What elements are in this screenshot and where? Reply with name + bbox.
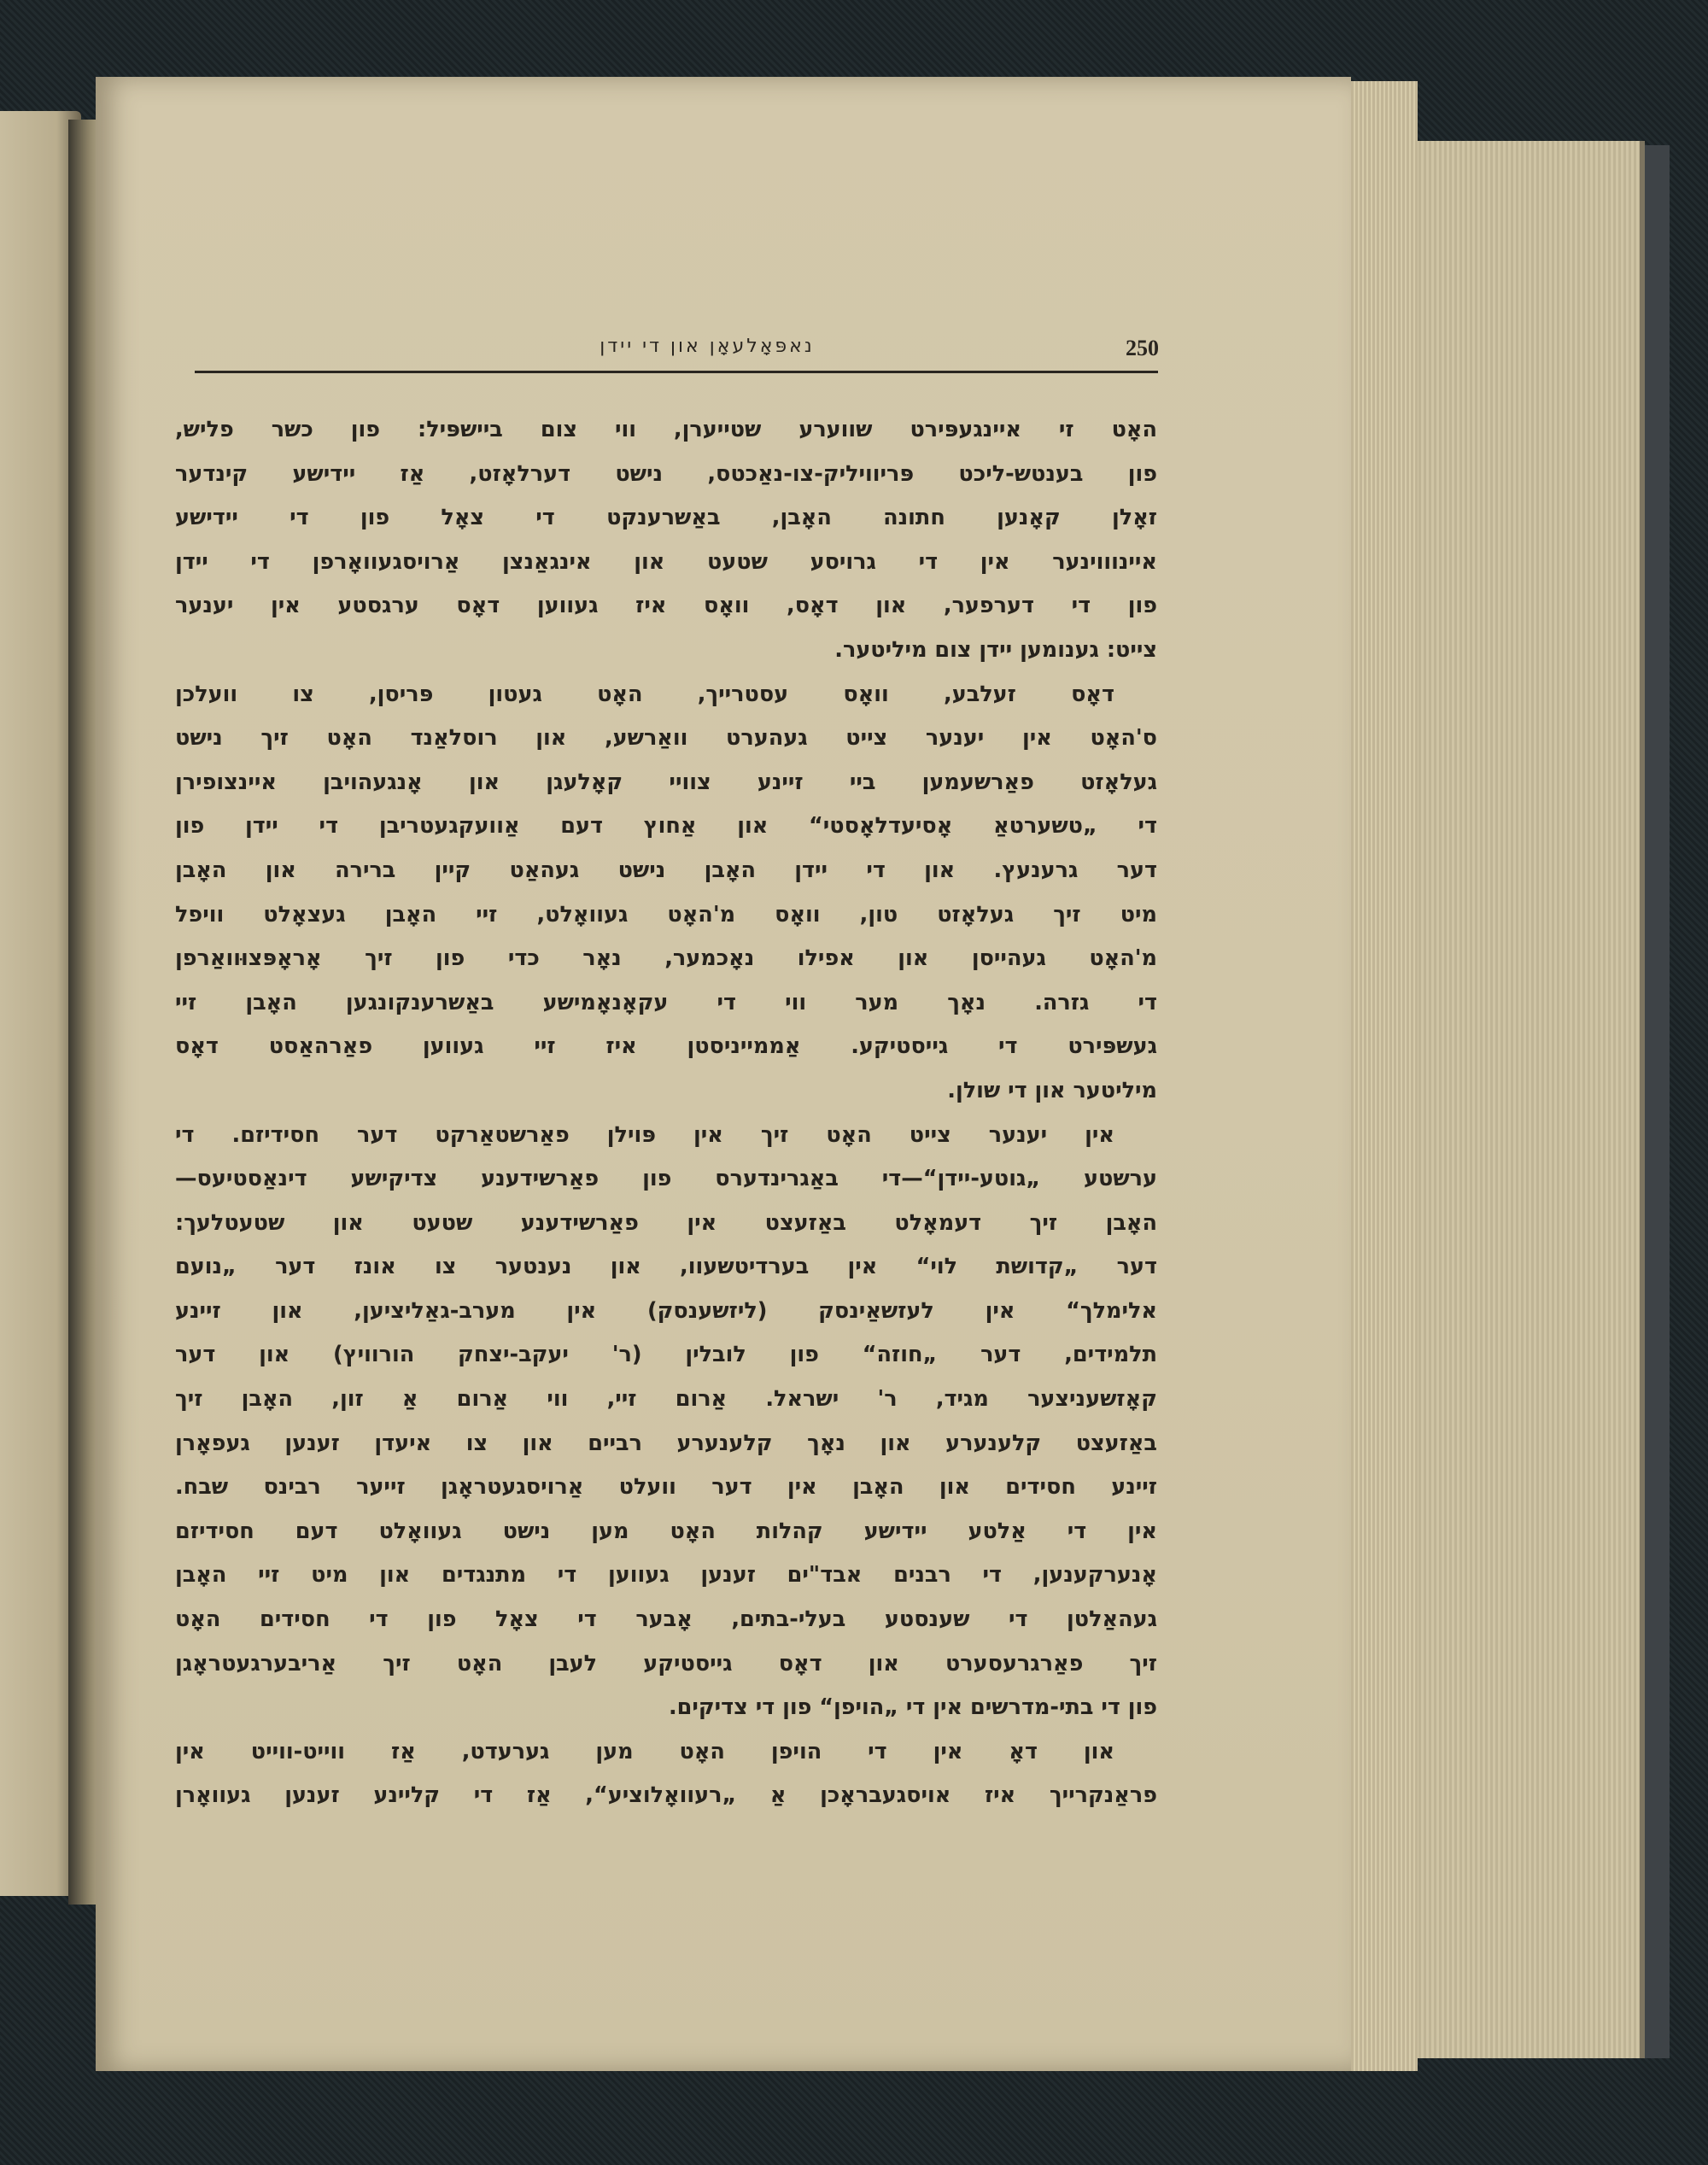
text-line: אין יענער צייט האָט זיך אין פּוילן פאַרשטאַרקט דער חסידיזם. די	[175, 1121, 1114, 1148]
text-line: האָבן זיך דעמאָלט באַזעצט אין פאַרשידענע שטעט און שטעטלעך:	[175, 1209, 1157, 1236]
text-line: זיך פאַרגרעסערט און דאָס גייסטיקע לעבן האָט זיך אַריבערגעטראָגן	[175, 1650, 1157, 1676]
text-line: זאָלן קאָנען חתונה האָבן, באַשרענקט די צאָל פון די יידישע	[175, 505, 1157, 531]
text-line: פראַנקרייך איז אויסגעבראָכן אַ „רעוואָלוציע“, אַז די קליינע זענען געוואָרן	[175, 1782, 1157, 1809]
text-line: דער גרענעץ. און די יידן האָבן נישט געהאַט קיין ברירה און האָבן	[175, 857, 1157, 883]
text-line: דאָס זעלבע, וואָס עסטרייך, האָט געטון פּריסן, צו וועלכן	[175, 681, 1114, 707]
text-line: ערשטע „גוטע-יידן“—די באַגרינדערס פון פאַרשידענע צדיקישע דינאַסטיעס—	[175, 1166, 1157, 1192]
text-line: געשפּירט די גייסטיקע. אַממייניסטן איז זיי געווען פאַרהאַסט דאָס	[175, 1033, 1157, 1060]
text-line: געלאָזט פאַרשעמען ביי זיינע צוויי קאָלעגן און אָנגעהויבן איינצופירן	[175, 769, 1157, 795]
text-line: אלימלך“ אין לעזשאַינסק (ליזשענסק) אין מערב-גאַליציען, און זיינע	[175, 1297, 1157, 1324]
text-line: אין די אַלטע יידישע קהלות האָט מען נישט געוואָלט דעם חסידיזם	[175, 1518, 1157, 1544]
text-line: און דאָ אין די הויפן האָט מען גערעדט, אַז ווייט-ווייט אין	[175, 1738, 1114, 1764]
text-line: מיט זיך געלאָזט טון, וואָס מ'האָט געוואָלט, זיי האָבן געצאָלט וויפל	[175, 901, 1157, 927]
text-line: זיינע חסידים און האָבן אין דער וועלט אַרויסגעטראָגן זייער רבינס שבח.	[175, 1474, 1157, 1501]
page-header	[195, 329, 1160, 372]
text-line: באַזעצט קלענערע און נאָך קלענערע רביים און צו איעדן זענען געפאָרן	[175, 1430, 1157, 1456]
page-block-edge	[1401, 141, 1645, 2058]
text-line: איינוווינער אין די גרויסע שטעט און אינגאַנצן אַרויסגעוואָרפן די יידן	[175, 548, 1157, 575]
text-line: מ'האָט געהייסן און אפילו נאָכמער, נאָר כדי פון זיך אָראָפּצוּוואַרפן	[175, 945, 1157, 972]
text-line: געהאַלטן די שענסטע בעלי-בתים, אָבער די צאָל פון די חסידים האָט	[175, 1606, 1157, 1633]
text-line: האָט זי איינגעפּירט שווערע שטייערן, ווי צום ביישפּיל: פון כשר פליש,	[175, 417, 1157, 442]
text-line: קאָזשעניצער מגיד, ר' ישראל. אַרום זיי, ווי אַרום אַ זון, האָבן זיך	[175, 1386, 1157, 1413]
text-line: פון די דערפער, און דאָס, וואָס איז געווען דאָס ערגסטע אין יענער	[175, 593, 1157, 619]
text-line: דער „קדושת לוי“ אין בערדיטשעוו, און נענטער צו אונז דער „נועם	[175, 1254, 1157, 1280]
text-line: מיליטער און די שולן.	[947, 1077, 1157, 1103]
text-line: אָנערקענען, די רבנים אבד"ים זענען געווען די מתנגדים און מיט זיי האָבן	[175, 1562, 1157, 1589]
text-line: פון בענטש-ליכט פּריוויליק-צו-נאַכטס, נישט דערלאָזט, אַז יידישע קינדער	[175, 460, 1157, 487]
running-head: נאפּאָלעאָן און די יידן	[600, 336, 815, 357]
text-line: די גזרה. נאָך מער ווי די עקאָנאָמישע באַשרענקונגען האָבן זיי	[175, 989, 1157, 1015]
page-number: 250	[1126, 336, 1159, 360]
text-line: די „טשערטאַ אָסיעדלאָסטי“ און אַחוץ דעם אַוועקגעטריבן די יידן פון	[175, 813, 1157, 840]
header-rule	[195, 371, 1158, 373]
text-line: תלמידים, דער „חוזה“ פון לובלין (ר' יעקב-יצחק הורוויץ) און דער	[175, 1342, 1157, 1368]
body-text	[175, 408, 1157, 1818]
text-line: צייט: גענומען יידן צום מיליטער.	[834, 636, 1157, 663]
text-line: פון די בתי-מדרשים אין די „הויפן“ פון די צדיקים.	[668, 1694, 1157, 1721]
text-line: ס'האָט אין יענער צייט געהערט וואַרשע, און רוסלאַנד האָט זיך נישט	[175, 725, 1157, 752]
